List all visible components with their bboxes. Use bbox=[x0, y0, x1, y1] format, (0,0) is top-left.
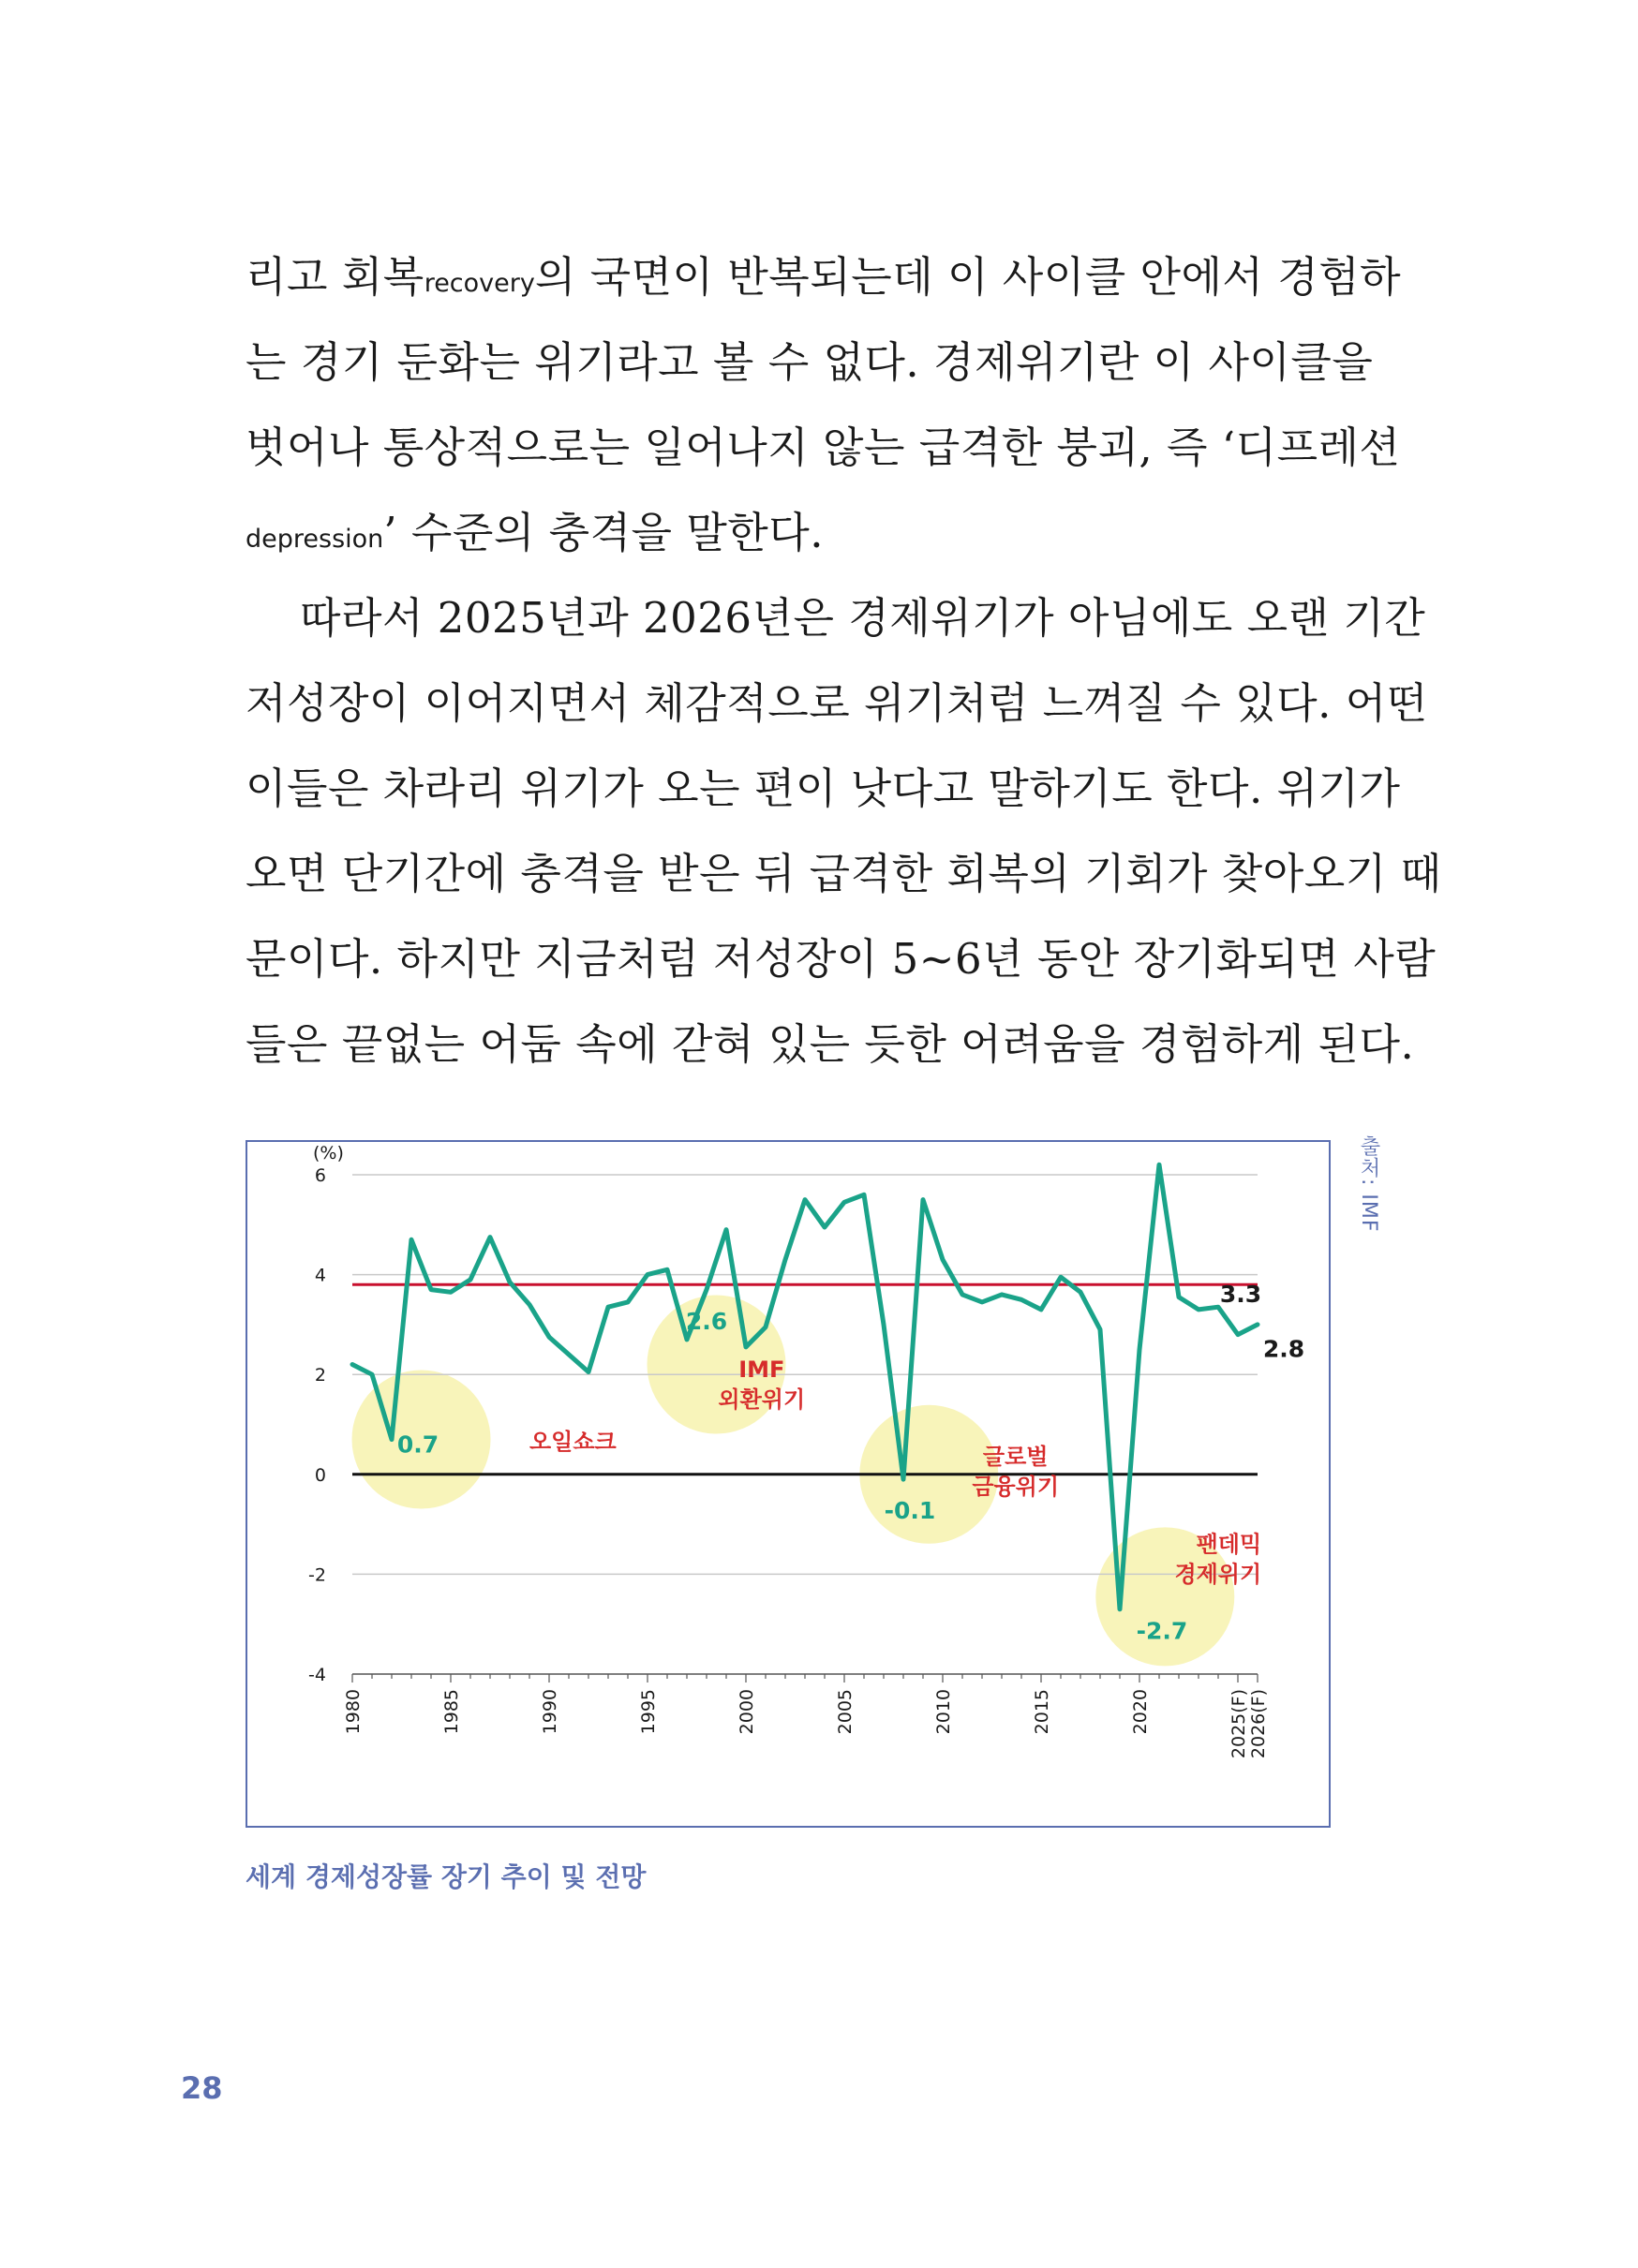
x-tick-label: 1985 bbox=[441, 1689, 462, 1735]
event-label: 경제위기 bbox=[1174, 1561, 1262, 1588]
x-tick-label: 2010 bbox=[933, 1689, 954, 1735]
x-tick-label: 2020 bbox=[1130, 1689, 1151, 1735]
source-note: 출처: IMF bbox=[1357, 1135, 1380, 1233]
body-text bbox=[246, 234, 1442, 1087]
value-label: 3.3 bbox=[1219, 1280, 1262, 1308]
y-tick-label: 6 bbox=[314, 1165, 326, 1186]
text-line-4: depression’ 수준의 충격을 말한다. bbox=[246, 508, 825, 557]
text-line-7: 이들은 차라리 위기가 오는 편이 낫다고 말하기도 한다. 위기가 bbox=[246, 763, 1401, 813]
text-line-8: 오면 단기간에 충격을 받은 뒤 급격한 회복의 기회가 찾아오기 때 bbox=[246, 849, 1442, 898]
x-tick-label: 1990 bbox=[540, 1689, 560, 1735]
value-label: 0.7 bbox=[396, 1430, 439, 1459]
event-label: 금융위기 bbox=[972, 1474, 1060, 1501]
text-line-3: 벗어나 통상적으로는 일어나지 않는 급격한 붕괴, 즉 ‘디프레션 bbox=[246, 422, 1401, 472]
value-label: -2.7 bbox=[1136, 1617, 1188, 1645]
x-tick-label: 1995 bbox=[638, 1689, 659, 1735]
y-tick-label: 4 bbox=[314, 1265, 326, 1286]
x-tick-label: 2005 bbox=[835, 1689, 856, 1735]
text-line-1: 리고 회복recovery의 국면이 반복되는데 이 사이클 안에서 경험하 bbox=[246, 252, 1402, 302]
y-axis-label: (%) bbox=[313, 1143, 344, 1164]
chart-frame bbox=[246, 1140, 1331, 1828]
text-line-9: 문이다. 하지만 지금처럼 저성장이 5~6년 동안 장기화되면 사람 bbox=[246, 934, 1437, 984]
growth-chart bbox=[247, 1142, 1329, 1826]
page-number: 28 bbox=[181, 2070, 223, 2106]
event-label: 팬데믹 bbox=[1196, 1531, 1262, 1558]
y-tick-label: 2 bbox=[314, 1365, 326, 1386]
y-tick-label: 0 bbox=[314, 1464, 326, 1486]
event-label: 글로벌 bbox=[982, 1444, 1049, 1471]
y-tick-label: -4 bbox=[308, 1665, 326, 1685]
event-label: 외환위기 bbox=[718, 1386, 806, 1413]
value-label: 2.6 bbox=[685, 1308, 728, 1336]
event-label: 오일쇼크 bbox=[529, 1429, 617, 1456]
text-line-10: 들은 끝없는 어둠 속에 갇혀 있는 듯한 어려움을 경험하게 된다. bbox=[246, 1019, 1415, 1069]
y-tick-label: -2 bbox=[308, 1564, 326, 1586]
text-line-5: 따라서 2025년과 2026년은 경제위기가 아님에도 오랜 기간 bbox=[300, 593, 1426, 643]
value-label: 2.8 bbox=[1262, 1335, 1305, 1363]
value-label: -0.1 bbox=[884, 1497, 936, 1525]
x-tick-label: 1980 bbox=[343, 1689, 364, 1735]
chart-caption: 세계 경제성장률 장기 추이 및 전망 bbox=[246, 1861, 647, 1892]
x-tick-label: 2000 bbox=[737, 1689, 757, 1735]
x-tick-label: 2026(F) bbox=[1248, 1689, 1269, 1759]
text-line-2: 는 경기 둔화는 위기라고 볼 수 없다. 경제위기란 이 사이클을 bbox=[246, 337, 1374, 387]
x-tick-label: 2015 bbox=[1032, 1689, 1052, 1735]
event-label: IMF bbox=[738, 1356, 785, 1383]
text-line-6: 저성장이 이어지면서 체감적으로 위기처럼 느껴질 수 있다. 어떤 bbox=[246, 678, 1428, 728]
x-tick-label: 2025(F) bbox=[1228, 1689, 1249, 1759]
